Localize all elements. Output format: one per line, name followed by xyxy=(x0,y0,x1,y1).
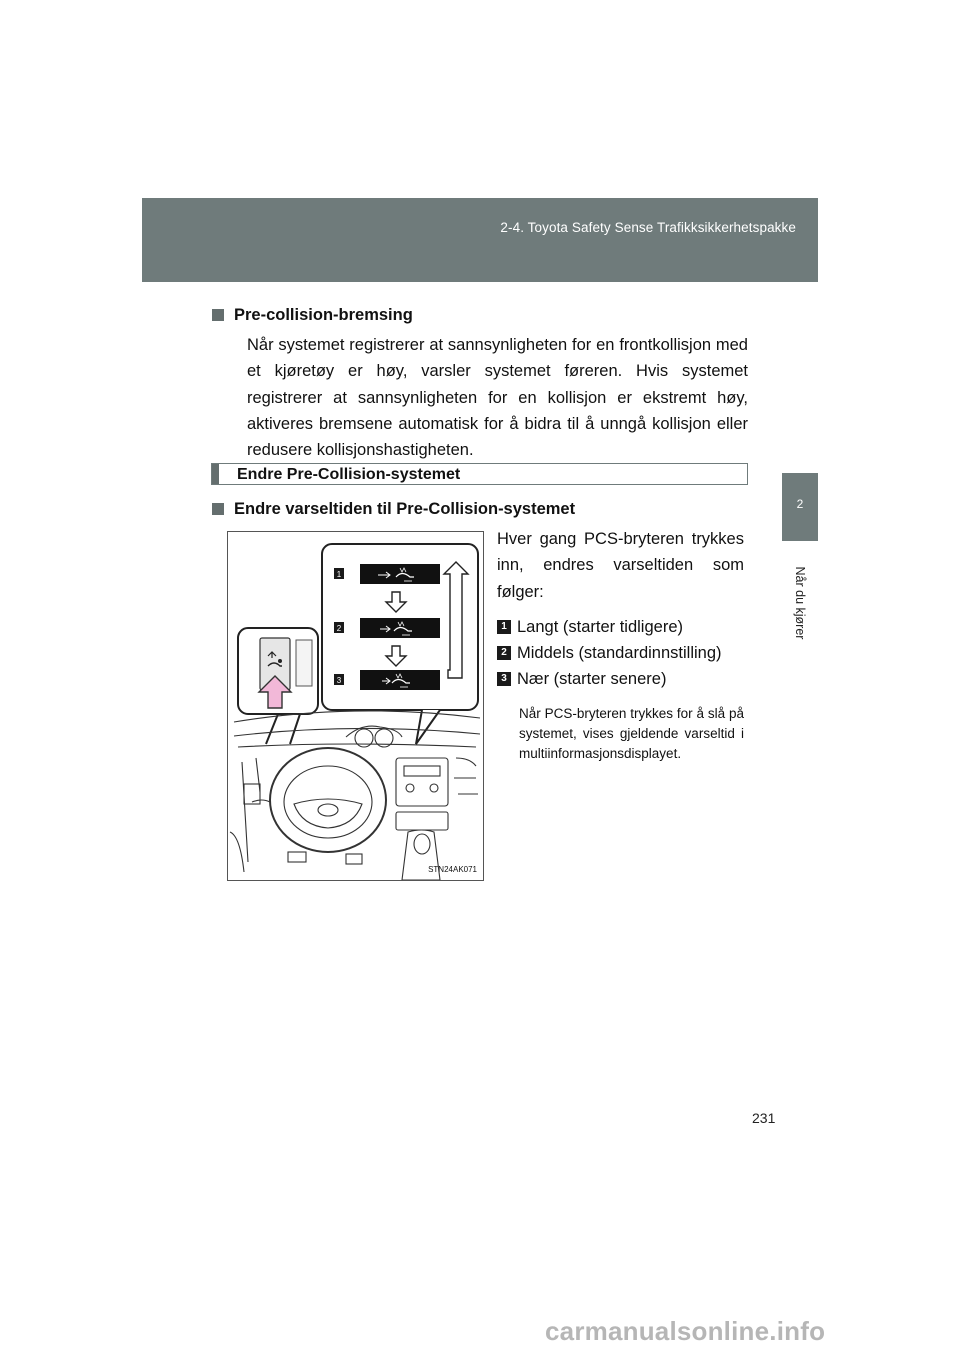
option-label: Langt (starter tidligere) xyxy=(517,617,683,636)
list-item xyxy=(497,640,744,666)
option-list xyxy=(497,614,744,692)
section-heading xyxy=(212,304,748,326)
pcs-switch-callout xyxy=(238,628,318,744)
chapter-tab xyxy=(782,473,818,541)
square-bullet-icon xyxy=(212,309,224,321)
subsection-bar xyxy=(212,464,219,484)
list-item xyxy=(497,666,744,692)
subsection-title-box xyxy=(211,463,748,485)
chapter-side-label: Når du kjører xyxy=(793,566,807,640)
section-pre-collision-braking xyxy=(212,304,748,463)
warning-time-callout xyxy=(322,544,478,744)
section-heading-text: Endre varseltiden til Pre-Collision-systemet xyxy=(234,500,576,518)
section-heading xyxy=(212,498,575,520)
subsection-title: Endre Pre-Collision-systemet xyxy=(237,466,461,483)
option-label: Middels (standardinnstilling) xyxy=(517,643,722,662)
dashboard-drawing xyxy=(230,711,480,880)
dashboard-figure xyxy=(227,531,484,881)
section-heading-text: Pre-collision-bremsing xyxy=(234,306,413,324)
intro-text: Hver gang PCS-bryteren trykkes inn, endres varseltiden som følger: xyxy=(497,530,744,601)
section-change-warning-time xyxy=(212,498,575,520)
section-body: Når systemet registrerer at sannsynligheten for en frontkollisjon med et kjøretøy er høy, varsler systemet føreren. Hvis systemet registrerer at sannsynligheten for en kollisjon er ekstremt høy, aktiveres bremsene automatisk for å bidra til å unngå kollisjon eller redusere kollisjonshastigheten. xyxy=(247,336,748,460)
figure-code: STN24AK071 xyxy=(428,865,477,874)
square-bullet-icon xyxy=(212,503,224,515)
list-item xyxy=(497,614,744,640)
dashboard-illustration xyxy=(228,532,483,880)
note-text: Når PCS-bryteren trykkes for å slå på systemet, vises gjeldende varseltid i multiinformasjonsdisplayet. xyxy=(519,705,744,761)
figure-label-1: 1 xyxy=(336,570,342,579)
chapter-number: 2 xyxy=(796,497,804,511)
figure-label-3: 3 xyxy=(336,676,342,685)
number-badge: 2 xyxy=(497,646,511,660)
chapter-title: 2-4. Toyota Safety Sense Trafikksikkerhetspakke xyxy=(500,220,796,235)
header-band xyxy=(142,198,818,282)
number-badge: 1 xyxy=(497,620,511,634)
number-badge: 3 xyxy=(497,672,511,686)
option-label: Nær (starter senere) xyxy=(517,669,667,688)
page-number: 231 xyxy=(752,1110,776,1126)
watermark: carmanualsonline.info xyxy=(545,1316,826,1346)
figure-label-2: 2 xyxy=(336,624,342,633)
warning-time-description xyxy=(497,526,744,764)
